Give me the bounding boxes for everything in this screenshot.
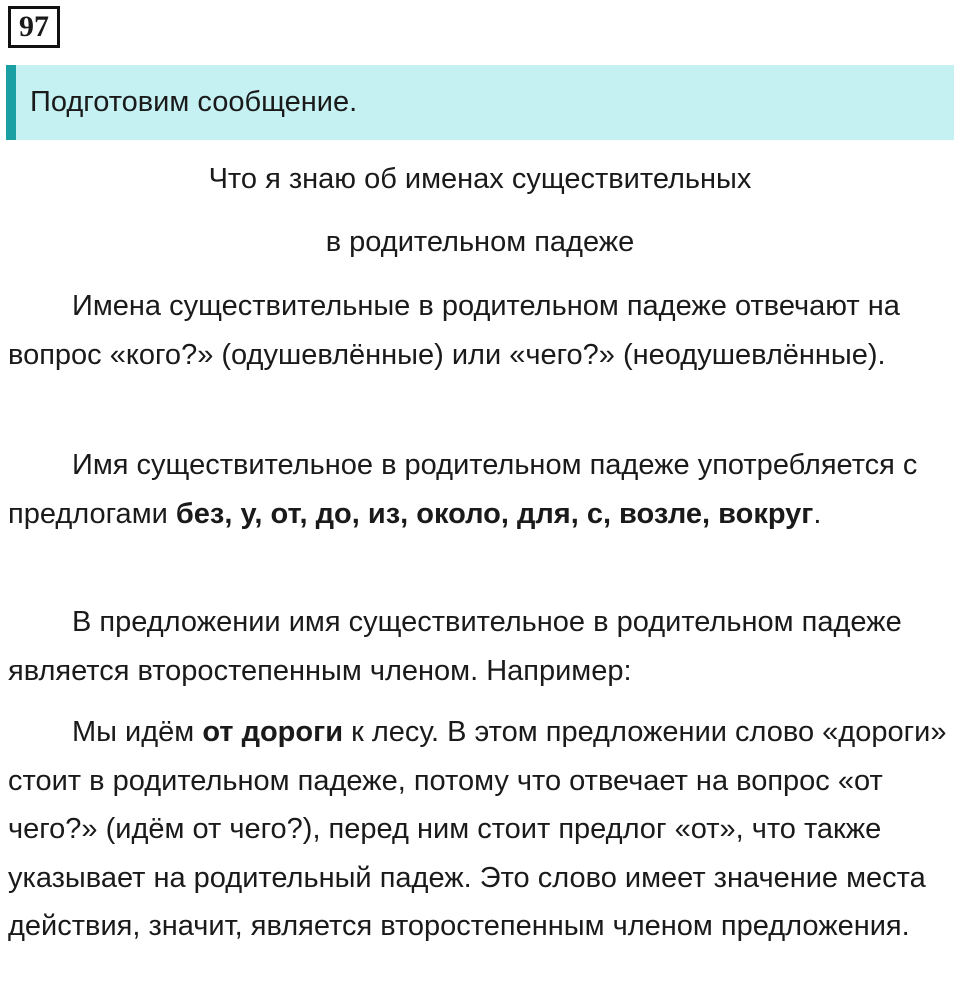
paragraph-4 (8, 708, 948, 951)
essay-title-line-2: в родительном падеже (325, 226, 635, 258)
paragraph-3-text: В предложении имя существительное в родительном падеже является второстепенным членом. Например: (8, 606, 902, 687)
paragraph-1 (8, 282, 948, 379)
paragraph-1-text: Имена существительные в родительном падеже отвечают на вопрос «кого?» (одушевлённые) или «чего?» (неодушевлённые). (8, 290, 900, 371)
instruction-text: Подготовим сообщение. (30, 86, 358, 118)
paragraph-4-start: Мы идём (72, 716, 203, 748)
paragraph-4-text: к лесу. В этом предложении слово «дороги» стоит в родительном падеже, потому что отвечает на вопрос «от чего?» (идём от чего?), перед ним стоит предлог «от», что также указывает на родительный падеж. Это слово имеет значение места действия, значит, является второстепенным членом предложения. (8, 716, 947, 942)
paragraph-2-text: Имя существительное в родительном падеже употребляется с предлогами (8, 449, 918, 530)
paragraph-2-end: . (813, 497, 822, 530)
task-number: 97 (8, 6, 60, 48)
prepositions-list: без, у, от, до, из, около, для, с, возле, вокруг (175, 497, 814, 530)
essay-title-line-1: Что я знаю об именах существительных (208, 163, 752, 195)
instruction-banner (6, 65, 954, 140)
paragraph-3 (8, 598, 948, 695)
example-phrase: от дороги (202, 716, 344, 748)
paragraph-2 (8, 441, 948, 538)
